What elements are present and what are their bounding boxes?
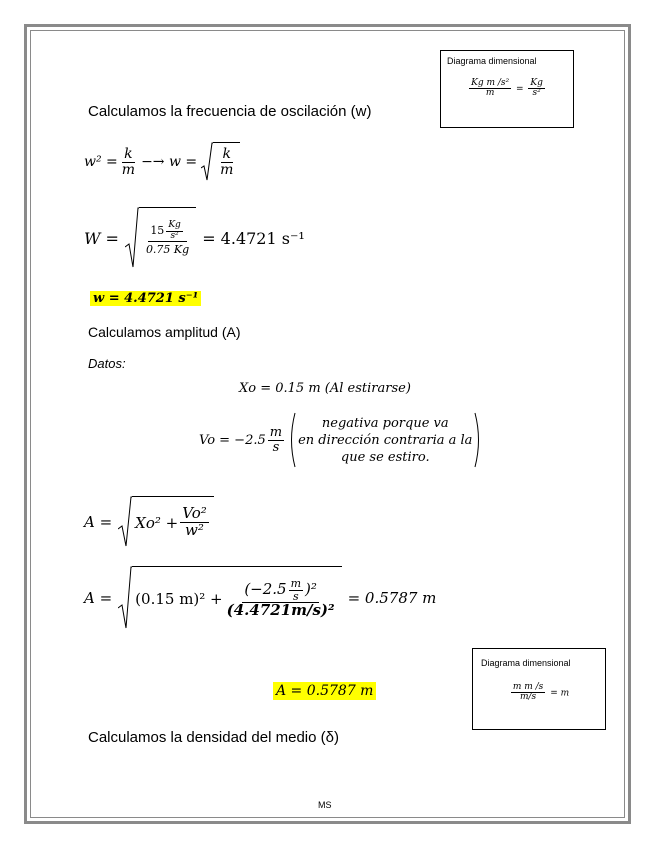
equation-w-squared: w² = $\frac{k}{m}$ −→ w = $\frac{k}{m}$ [84, 142, 240, 182]
vo-line: Vo = −2.5 $\frac{m}{s}$ negativa porque va en dirección contraria a la que se estiro. [199, 412, 482, 468]
dimension-box-1-title: Diagrama dimensional [447, 56, 537, 66]
sqrt-symbol [118, 496, 132, 548]
heading-amplitude: Calculamos amplitud (A) [88, 324, 241, 340]
datos-label: Datos: [88, 356, 126, 371]
dimension-box-1-equation: $\frac{\text{Kg m /s²}}{m}$ = $\frac{Kg}{\text{s²}}$ [471, 78, 543, 99]
left-paren [288, 412, 296, 468]
dimension-box-1 [440, 50, 574, 128]
dimension-box-2-equation: $\frac{\text{m m /s}}{m/s}$ = m [512, 682, 570, 703]
sqrt-symbol [201, 142, 213, 182]
page-footer: MS [318, 800, 332, 810]
right-paren [474, 412, 482, 468]
heading-density: Calculamos la densidad del medio (δ) [88, 729, 339, 746]
sqrt-symbol [125, 207, 139, 269]
sqrt-symbol [118, 566, 132, 630]
result-w-highlight: w = 4.4721 s⁻¹ [90, 291, 201, 306]
result-amplitude-highlight: A = 0.5787 m [273, 682, 376, 700]
dimension-box-2 [472, 648, 606, 730]
equation-w-value: W = 15 $\frac{Kg}{\text{s²}}$ 0.75 Kg = 4.4721 s⁻¹ [84, 207, 305, 269]
dimension-box-2-title: Diagrama dimensional [481, 658, 571, 668]
xo-line: Xo = 0.15 m (Al estirarse) [239, 381, 411, 396]
heading-frequency: Calculamos la frecuencia de oscilación (w) [88, 103, 372, 120]
equation-amplitude-formula: A = Xo² + $\frac{\text{Vo²}}{\text{w²}}$ [84, 496, 214, 548]
equation-amplitude-value: A = (0.15 m)² + (−2.5 $\frac{m}{s}$ )² (4.4721m/s)² = 0.5787 m [84, 566, 436, 630]
